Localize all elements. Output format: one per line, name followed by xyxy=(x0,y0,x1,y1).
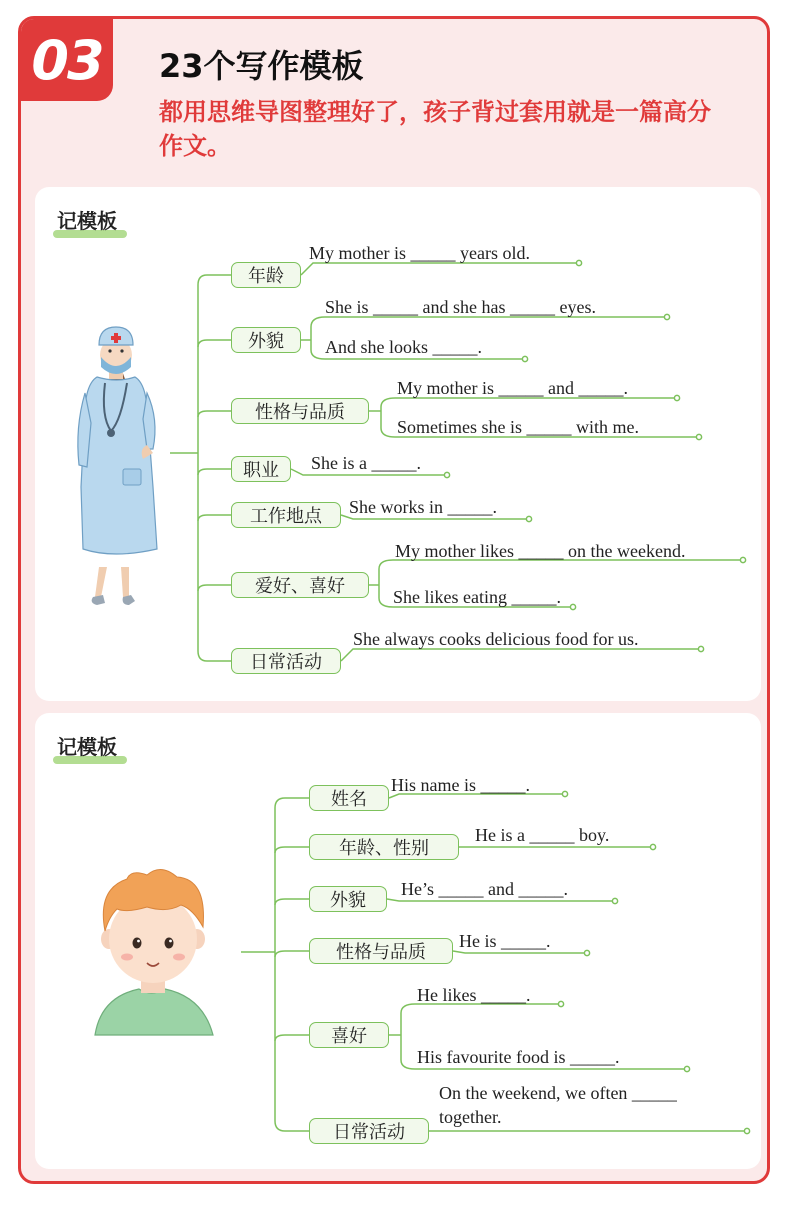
page-title: 23个写作模板 xyxy=(159,47,364,85)
sentence-daily-activity: She always cooks delicious food for us. xyxy=(353,629,639,649)
sentence-personality-2: Sometimes she is _____ with me. xyxy=(397,417,639,437)
node-daily-activity: 日常活动 xyxy=(231,648,341,674)
sentence-workplace: She works in _____. xyxy=(349,497,497,517)
node-personality: 性格与品质 xyxy=(309,938,453,964)
sentence-personality: He is _____. xyxy=(459,931,551,951)
sentence-hobbies-2: She likes eating _____. xyxy=(393,587,561,607)
template-panel xyxy=(18,16,770,1184)
node-occupation: 职业 xyxy=(231,456,291,482)
sentence-age-gender: He is a _____ boy. xyxy=(475,825,610,845)
sentence-likes-1: He likes _____. xyxy=(417,985,531,1005)
node-hobbies: 爱好、喜好 xyxy=(231,572,369,598)
node-appearance: 外貌 xyxy=(231,327,301,353)
sentence-appearance-2: And she looks _____. xyxy=(325,337,482,357)
page-subtitle: 都用思维导图整理好了，孩子背过套用就是一篇高分作文。 xyxy=(159,98,711,160)
section-number-badge: 03 xyxy=(21,19,113,101)
sentence-appearance-1: She is _____ and she has _____ eyes. xyxy=(325,297,596,317)
sentence-personality-1: My mother is _____ and _____. xyxy=(397,378,628,398)
node-daily-activity: 日常活动 xyxy=(309,1118,429,1144)
sentence-age: My mother is _____ years old. xyxy=(309,243,530,263)
sentence-name: His name is _____. xyxy=(391,775,530,795)
sentence-occupation: She is a _____. xyxy=(311,453,421,473)
node-appearance: 外貌 xyxy=(309,886,387,912)
mind-map-card-mother xyxy=(35,187,761,701)
node-likes: 喜好 xyxy=(309,1022,389,1048)
node-age: 年龄 xyxy=(231,262,301,288)
card-label: 记模板 xyxy=(57,731,117,760)
sentence-daily-activity-2: together. xyxy=(439,1107,502,1127)
sentence-daily-activity-1: On the weekend, we often _____ xyxy=(439,1083,677,1103)
card-label: 记模板 xyxy=(57,205,117,234)
sentence-hobbies-1: My mother likes _____ on the weekend. xyxy=(395,541,686,561)
node-workplace: 工作地点 xyxy=(231,502,341,528)
sentence-likes-2: His favourite food is _____. xyxy=(417,1047,620,1067)
node-age-gender: 年龄、性别 xyxy=(309,834,459,860)
doctor-illustration xyxy=(35,187,761,701)
node-name: 姓名 xyxy=(309,785,389,811)
node-personality: 性格与品质 xyxy=(231,398,369,424)
mind-map-card-boy xyxy=(35,713,761,1169)
sentence-appearance: He’s _____ and _____. xyxy=(401,879,568,899)
